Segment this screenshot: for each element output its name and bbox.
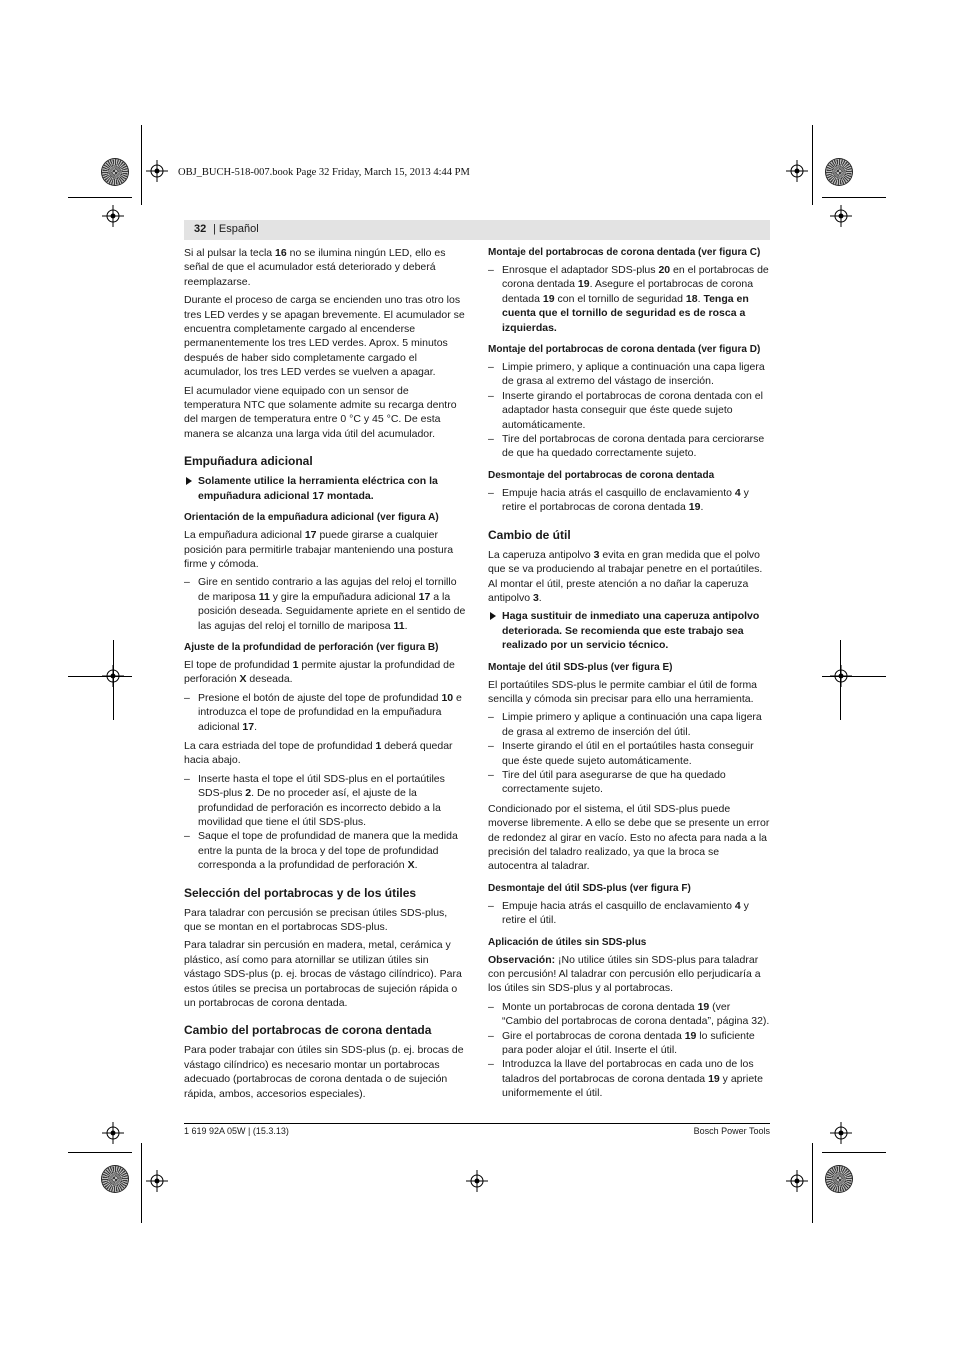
paragraph: La caperuza antipolvo 3 evita en gran medida que el polvo que se va produciendo al trabajar penetre en el portaútiles. Al montar el útil, preste atención a no dañar la caperuza antipolvo 3.: [488, 548, 763, 604]
footer-doc-id: 1 619 92A 05W | (15.3.13): [184, 1126, 289, 1136]
color-target-icon: [826, 1166, 852, 1192]
paragraph: Condicionado por el sistema, el útil SDS-plus puede moverse libremente. A ello se debe que se presente un error de redondez al girar en vacío. Esto no afecta para nada a la precisión del taladro realizado, ya que la broca se autocentra al taladrar.: [488, 802, 770, 873]
registration-mark-icon: [466, 1170, 488, 1192]
paragraph: Si al pulsar la tecla 16 no se ilumina ningún LED, ello es señal de que el acumulador está deteriorado y deberá reemplazarse.: [184, 247, 446, 288]
left-column: [184, 246, 466, 1105]
instruction-list: [184, 772, 466, 873]
paragraph: La cara estriada del tope de profundidad 1 deberá quedar hacia abajo.: [184, 739, 453, 767]
paragraph: El portaútiles SDS-plus le permite cambiar el útil de forma sencilla y cómoda sin precisar para ello una herramienta.: [488, 678, 758, 705]
subsection-heading: Desmontaje del útil SDS-plus (ver figura F): [488, 882, 691, 894]
paragraph: Para taladrar sin percusión en madera, metal, cerámica y plástico, así como para atornillar se utilizan útiles sin vástago SDS-plus (p. ej. brocas de vástago cilíndrico). Para estos útiles se precisa un portabrocas de sujeción rápida o un portabrocas de corona dentada.: [184, 939, 462, 1010]
list-item: – Gire el portabrocas de corona dentada 19 lo suficiente para poder alojar el útil. Inserte el útil.: [488, 1029, 770, 1058]
list-item: – Monte un portabrocas de corona dentada 19 (ver “Cambio del portabrocas de corona dentada”, página 32).: [488, 1000, 770, 1029]
subsection-heading: Aplicación de útiles sin SDS-plus: [488, 936, 647, 948]
list-item: – Presione el botón de ajuste del tope de profundidad 10 e introduzca el tope de profundidad en la empuñadura adicional 17.: [184, 691, 466, 734]
section-heading: Selección del portabrocas y de los útiles: [184, 885, 417, 900]
instruction-list: [488, 1000, 770, 1101]
section-heading: Cambio del portabrocas de corona dentada: [184, 1023, 432, 1038]
list-item: – Saque el tope de profundidad de manera que la medida entre la punta de la broca y del tope de profundidad corresponda a la profundidad de perforación X.: [184, 829, 466, 872]
paragraph: El tope de profundidad 1 permite ajustar la profundidad de perforación X deseada.: [184, 658, 455, 686]
section-heading: Empuñadura adicional: [184, 454, 313, 469]
subsection-heading: Montaje del útil SDS-plus (ver figura E): [488, 661, 673, 673]
registration-mark-icon: [102, 665, 124, 687]
list-item: – Inserte girando el portabrocas de corona dentada con el adaptador hasta conseguir que éste quede sujeto automáticamente.: [488, 389, 770, 432]
list-item: – Tire del portabrocas de corona dentada para cerciorarse de que ha quedado correctamente sujeto.: [488, 432, 770, 461]
list-item: – Inserte hasta el tope el útil SDS-plus en el portaútiles SDS-plus 2. De no proceder así, el ajuste de la profundidad de perforación es incorrecto debido a la movilidad que tiene el útil SDS-plus.: [184, 772, 466, 830]
page-header: [184, 220, 770, 240]
language-label: | Español: [213, 223, 259, 235]
subsection-heading: Desmontaje del portabrocas de corona dentada: [488, 469, 715, 481]
list-item: – Limpie primero, y aplique a continuación una capa ligera de grasa al extremo del vástago de inserción.: [488, 360, 770, 389]
instruction-list: [488, 360, 770, 461]
paragraph: El acumulador viene equipado con un sensor de temperatura NTC que solamente admite su recarga dentro del margen de temperatura entre 0 °C y 45 °C. De esta manera se alcanza una larga vida útil del acumulador.: [184, 384, 457, 440]
book-info-line: OBJ_BUCH-518-007.book Page 32 Friday, March 15, 2013 4:44 PM: [178, 167, 470, 178]
registration-mark-icon: [830, 665, 852, 687]
instruction-list: [184, 575, 466, 633]
instruction-list: [184, 691, 466, 734]
registration-mark-icon: [830, 1122, 852, 1144]
footer-rule: [184, 1123, 770, 1124]
paragraph: Para poder trabajar con útiles sin SDS-plus (p. ej. brocas de vástago cilíndrico) es necesario montar un portabrocas adecuado (portabrocas de corona dentada o de sujeción rápida, ambos, accesorios especiales).: [184, 1044, 464, 1100]
list-item: – Enrosque el adaptador SDS-plus 20 en el portabrocas de corona dentada 19. Asegure el portabrocas de corona dentada 19 con el tornillo de seguridad 18. Tenga en cuenta que el tornillo de seguridad es de rosca a izquierdas.: [488, 263, 770, 335]
list-item: – Empuje hacia atrás el casquillo de enclavamiento 4 y retire el útil.: [488, 899, 770, 928]
paragraph: Para taladrar con percusión se precisan útiles SDS-plus, que se montan en el portabrocas SDS-plus.: [184, 906, 448, 934]
registration-mark-icon: [786, 160, 808, 182]
registration-mark-icon: [146, 1170, 168, 1192]
list-item: – Introduzca la llave del portabrocas en cada uno de los taladros del portabrocas de corona dentada 19 y apriete uniformemente el útil.: [488, 1057, 770, 1100]
subsection-heading: Montaje del portabrocas de corona dentada (ver figura C): [488, 247, 761, 258]
instruction-list: [488, 263, 770, 335]
registration-mark-icon: [786, 1170, 808, 1192]
warning-note: Solamente utilice la herramienta eléctrica con la empuñadura adicional 17 montada.: [184, 474, 466, 503]
section-heading: Cambio de útil: [488, 527, 571, 542]
warning-triangle-icon: [490, 612, 496, 620]
list-item: – Limpie primero y aplique a continuación una capa ligera de grasa al extremo de inserción del útil.: [488, 710, 770, 739]
instruction-list: [488, 899, 770, 928]
paragraph: Observación: ¡No utilice útiles sin SDS-plus para taladrar con percusión! Al taladrar con percusión ello perjudicaría a los útiles sin SDS-plus y al portabrocas.: [488, 953, 761, 995]
warning-triangle-icon: [186, 477, 192, 485]
list-item: – Empuje hacia atrás el casquillo de enclavamiento 4 y retire el portabrocas de corona dentada 19.: [488, 486, 770, 515]
footer-brand: Bosch Power Tools: [693, 1126, 770, 1136]
subsection-heading: Orientación de la empuñadura adicional (ver figura A): [184, 512, 439, 524]
registration-mark-icon: [102, 205, 124, 227]
color-target-icon: [102, 1166, 128, 1192]
instruction-list: [488, 486, 770, 515]
warning-note: Haga sustituir de inmediato una caperuza antipolvo deteriorada. Se recomienda que este trabajo sea realizado por un servicio técnico.: [488, 609, 770, 652]
list-item: – Inserte girando el útil en el portaútiles hasta conseguir que éste quede sujeto automáticamente.: [488, 739, 770, 768]
paragraph: La empuñadura adicional 17 puede girarse a cualquier posición para permitirle trabajar manteniendo una postura firme y cómoda.: [184, 529, 454, 570]
registration-mark-icon: [830, 205, 852, 227]
instruction-list: [488, 710, 770, 796]
paragraph: Durante el proceso de carga se encienden uno tras otro los tres LED verdes y se apagan brevemente. El acumulador se encuentra completamente cargado al encenderse permanentemente los tres LED verdes. Aprox. 5 minutos después de haber sido completamente cargado el acumulador, los tres LED verdes se vuelven a apagar.: [184, 294, 465, 379]
registration-mark-icon: [102, 1122, 124, 1144]
subsection-heading: Ajuste de la profundidad de perforación (ver figura B): [184, 641, 439, 653]
list-item: – Gire en sentido contrario a las agujas del reloj el tornillo de mariposa 11 y gire la empuñadura adicional 17 a la posición deseada. Seguidamente apriete en el sentido de las agujas del reloj el tornillo de mariposa 11.: [184, 575, 466, 633]
registration-mark-icon: [146, 160, 168, 182]
page-number: 32: [194, 223, 207, 235]
color-target-icon: [102, 159, 128, 185]
subsection-heading: Montaje del portabrocas de corona dentada (ver figura D): [488, 344, 761, 356]
color-target-icon: [826, 159, 852, 185]
list-item: – Tire del útil para asegurarse de que ha quedado correctamente sujeto.: [488, 768, 770, 797]
right-column: [488, 246, 770, 1106]
